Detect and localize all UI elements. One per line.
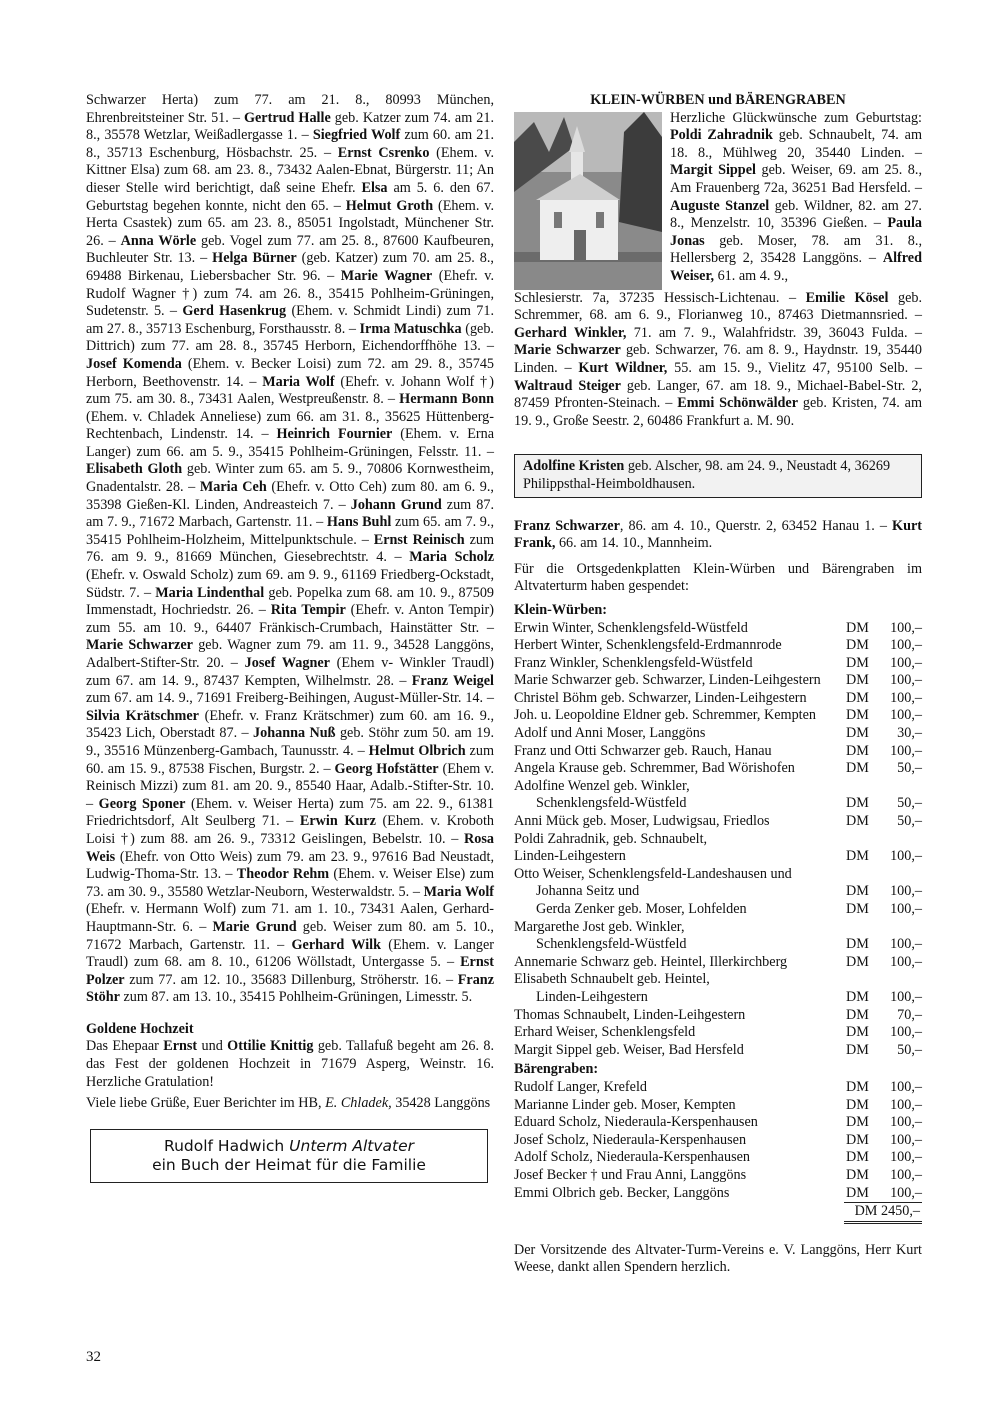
- text-run: (Ehem v. Reinisch Mizzi) zum 81. am 20. 9., 85540 Haar, Adalb.-Stifter-Str. 10. –: [86, 760, 494, 812]
- currency: DM: [846, 883, 869, 900]
- text-run: Herzliche Glückwünsche zum Geburtstag:: [670, 109, 922, 126]
- klein-wuerben-list: [514, 620, 922, 1060]
- text-run: 61. am 4. 9.,: [714, 267, 789, 284]
- currency: DM: [846, 1184, 869, 1201]
- donor-name: Linden-Leihgestern: [536, 988, 648, 1005]
- currency: DM: [846, 619, 869, 636]
- donor-name: Gerda Zenker geb. Moser, Lohfelden: [536, 901, 747, 917]
- person-name: Adolfine Kristen: [523, 458, 625, 475]
- birthday-list: [86, 92, 494, 1007]
- text-run: geb. Schwarzer, 76. am 8. 9., Haydnstr. 19, 35440 Linden. –: [514, 342, 922, 376]
- currency: DM: [846, 637, 869, 654]
- donation-amount: [846, 637, 922, 655]
- text-run: (Ehefr. v. Otto Ceh) zum 80. am 6. 9., 35398 Gießen-Kl. Linden, Andreasteich 7. –: [86, 479, 494, 513]
- text-run: (Ehefr. v. Johann Wolf †) zum 75. am 30. 8., 73431 Aalen, Westpreußenstr. 8. –: [86, 373, 494, 408]
- donor-row: [514, 743, 922, 761]
- donor-name: Linden-Leihgestern: [514, 848, 626, 865]
- text-run: zum 65. am 7. 9., 35415 Pohlheim-Holzheim, Mittelpunktschule. –: [86, 514, 494, 548]
- amount-value: 100,–: [890, 988, 922, 1005]
- donor-row: [514, 901, 922, 919]
- person-name: Marie Wagner: [340, 267, 433, 284]
- text-run: (Ehem. v. Schmidt Lindi) zum 71. am 27. 8., 35713 Eschenburg, Forsthausstr. 8. –: [86, 303, 494, 337]
- donor-row: [514, 1132, 922, 1150]
- advert-author: Rudolf Hadwich: [164, 1136, 290, 1155]
- amount-value: 100,–: [890, 1078, 922, 1095]
- highlight-box: [514, 454, 922, 497]
- donation-amount: [846, 1007, 922, 1025]
- amount-value: 100,–: [890, 1024, 922, 1041]
- currency: DM: [846, 1149, 869, 1166]
- text-run: (geb. Katzer) zum 70. am 25. 8., 69488 Birkenau, Liebersbacher Str. 96. –: [86, 250, 494, 284]
- person-name: Maria Scholz: [409, 549, 494, 566]
- currency: DM: [846, 1041, 869, 1058]
- text-run: (Ehem. v. Becker Loisi) zum 72. am 29. 8., 35745 Herborn, Beethovenstr. 14. –: [86, 355, 495, 390]
- amount-value: 30,–: [897, 725, 922, 742]
- birthday-list-october: [514, 518, 922, 553]
- person-name: Johanna Nuß: [253, 725, 336, 742]
- donor-name: Franz Winkler, Schenklengsfeld-Wüstfeld: [514, 654, 753, 671]
- donor-name: Anni Mück geb. Moser, Ludwigsau, Friedlos: [514, 813, 770, 830]
- donor-name: Josef Scholz, Niederaula-Kerspenhausen: [514, 1131, 747, 1148]
- donor-row: [514, 707, 922, 725]
- baerengraben-list: [514, 1079, 922, 1202]
- donor-row: [514, 655, 922, 673]
- person-name: Anna Wörle: [120, 232, 197, 249]
- amount-value: 100,–: [890, 1166, 922, 1183]
- person-name: Margit Sippel: [670, 162, 756, 179]
- donor-row: [514, 971, 922, 989]
- amount-value: 100,–: [890, 1131, 922, 1148]
- amount-value: 100,–: [890, 742, 922, 759]
- text-run: (Ehem. v. Chladek Anneliese) zum 66. am 31. 8., 35625 Hüttenberg-Rechtenbach, Lindenstr. 14. –: [86, 408, 494, 443]
- amount-value: 50,–: [897, 813, 922, 830]
- person-name: Helga Bürner: [212, 250, 297, 267]
- person-name: Hans Buhl: [326, 514, 392, 531]
- donor-row: [514, 690, 922, 708]
- baerengraben-heading: Bärengraben:: [514, 1061, 599, 1078]
- donation-amount: [846, 1097, 922, 1115]
- text-run: zum 76. am 9. 9., 81669 München, Giesebrechtstr. 4. –: [86, 531, 494, 566]
- currency: DM: [846, 1078, 869, 1095]
- donation-amount: [846, 1167, 922, 1185]
- person-name: Gerd Hasenkrug: [182, 303, 287, 320]
- donation-amount: [846, 831, 922, 849]
- donor-row: [514, 672, 922, 690]
- person-name: Gertrud Halle: [243, 109, 331, 126]
- text-run: (Ehefr. v. Franz Krätschmer) zum 60. am 16. 9., 35423 Lich, Oberstadt 87. –: [86, 707, 494, 742]
- person-name: Theodor Rehm: [236, 866, 330, 883]
- person-name: Maria Wolf: [423, 883, 494, 900]
- donor-name: Emmi Olbrich geb. Becker, Langgöns: [514, 1184, 730, 1201]
- donation-amount: [846, 883, 922, 901]
- donor-name: Schenklengsfeld-Wüstfeld: [536, 936, 687, 953]
- klein-wuerben-heading: Klein-Würben:: [514, 601, 608, 618]
- currency: DM: [846, 901, 869, 917]
- photo-caption-text: [670, 110, 922, 290]
- text-run: (Ehefr. v. Hermann Wolf) zum 71. am 1. 10., 73431 Aalen, Gerhard-Hauptmann-Str. 6. –: [86, 901, 494, 935]
- text-run: 35428 Langgöns: [391, 1095, 491, 1112]
- currency: DM: [846, 1024, 869, 1041]
- book-advert-box: [90, 1129, 488, 1183]
- person-name: Franz Stöhr: [86, 971, 494, 1006]
- donation-amount: [846, 760, 922, 778]
- amount-value: 100,–: [890, 901, 922, 917]
- donor-row: [514, 778, 922, 796]
- donor-row: [514, 813, 922, 831]
- donor-name: Margarethe Jost geb. Winkler,: [514, 918, 685, 935]
- donor-name: Annemarie Schwarz geb. Heintel, Illerkirchberg: [514, 953, 788, 970]
- amount-value: 100,–: [890, 1149, 922, 1166]
- text-run: (Ehem. v. Langer Traudl) zum 68. am 8. 10., 61206 Wöllstadt, Untergasse 5. –: [86, 936, 494, 971]
- person-name: Heinrich Fournier: [276, 426, 393, 443]
- donor-name: Adolf und Anni Moser, Langgöns: [514, 725, 706, 742]
- donation-amount: [846, 919, 922, 937]
- donor-name: Herbert Winter, Schenklengsfeld-Erdmannrode: [514, 637, 782, 654]
- donation-amount: [846, 620, 922, 638]
- person-name: Gerhard Winkler,: [514, 324, 627, 341]
- text-run: (Ehem. v. Weiser Herta) zum 75. am 22. 9., 61381 Friedrichtsdorf, Alt Seulberg 71. –: [86, 795, 494, 830]
- donor-row: [514, 795, 922, 813]
- person-name: Auguste Stanzel: [670, 197, 770, 214]
- text-run: Schlesierstr. 7a, 37235 Hessisch-Lichtenau. –: [514, 289, 806, 306]
- amount-value: 100,–: [890, 848, 922, 865]
- book-advert-line-2: ein Buch der Heimat für die Familie: [152, 1155, 426, 1174]
- donor-name: Adolfine Wenzel geb. Winkler,: [514, 777, 690, 794]
- donation-amount: [846, 1114, 922, 1132]
- person-name: Georg Sponer: [98, 795, 186, 812]
- right-column: [514, 92, 922, 1277]
- donor-row: [514, 1114, 922, 1132]
- donor-row: [514, 1079, 922, 1097]
- amount-value: 100,–: [890, 637, 922, 654]
- person-name: Josef Komenda: [86, 355, 182, 372]
- currency: DM: [846, 1131, 869, 1148]
- text-run: 66. am 14. 10., Mannheim.: [555, 535, 713, 552]
- donation-amount: [846, 1042, 922, 1060]
- amount-value: 100,–: [890, 689, 922, 706]
- donation-amount: [846, 707, 922, 725]
- text-run: am 5. 6. den 67. Geburtstag begehen konnte, nicht den 65. –: [86, 179, 494, 214]
- donor-name: Erwin Winter, Schenklengsfeld-Wüstfeld: [514, 619, 748, 636]
- donation-intro: Für die Ortsgedenkplatten Klein-Würben und Bärengraben im Altvaterturm haben gespendet:: [514, 560, 922, 595]
- donor-row: [514, 848, 922, 866]
- donor-row: [514, 1042, 922, 1060]
- text-run: geb. Alscher, 98. am 24. 9., Neustadt 4, 36269 Philippsthal-Heimboldhausen.: [523, 458, 891, 492]
- text-run: geb. Langer, 67. am 18. 9., Michael-Babel-Str. 2, 87459 Pfronten-Steinach. –: [514, 377, 922, 412]
- left-column: [86, 92, 494, 1183]
- text-run: geb. Vogel zum 77. am 25. 8., 87600 Kaufbeuren, Buchleuter Str. 13. –: [86, 232, 495, 267]
- person-name: Marie Schwarzer: [514, 342, 621, 359]
- text-run: geb. Wildner, 82. am 27. 8., Menzelstr. 10, 35396 Gießen. –: [670, 197, 922, 232]
- person-name: Elisabeth Gloth: [86, 461, 183, 478]
- text-run: geb. Wagner zum 79. am 11. 9., 34528 Langgöns, Adalbert-Stifter-Str. 20. –: [86, 637, 494, 671]
- person-name: Ernst Reinisch: [373, 531, 465, 548]
- donor-row: [514, 725, 922, 743]
- person-name: Rosa Weis: [86, 830, 494, 865]
- donor-name: Margit Sippel geb. Weiser, Bad Hersfeld: [514, 1041, 744, 1058]
- donor-name: Angela Krause geb. Schremmer, Bad Wörishofen: [514, 760, 795, 777]
- currency: DM: [846, 1114, 869, 1131]
- currency: DM: [846, 988, 869, 1005]
- donor-row: [514, 1167, 922, 1185]
- donation-amount: [846, 795, 922, 813]
- currency: DM: [846, 672, 869, 689]
- donor-row: [514, 1149, 922, 1167]
- text-run: und: [197, 1038, 228, 1055]
- amount-value: 50,–: [897, 760, 922, 777]
- donor-row: [514, 1097, 922, 1115]
- text-run: Schwarzer Herta) zum 77. am 21. 8., 80993 München, Ehrenbreitsteiner Str. 51. –: [86, 92, 494, 126]
- person-name: Marie Schwarzer: [86, 637, 193, 654]
- donor-name: Otto Weiser, Schenklengsfeld-Landeshausen und: [514, 865, 792, 882]
- donor-row: [514, 954, 922, 972]
- donation-amount: [846, 971, 922, 989]
- donor-name: Christel Böhm geb. Schwarzer, Linden-Leihgestern: [514, 689, 807, 706]
- text-run: geb. Weiser, 69. am 25. 8., Am Frauenberg 72a, 36251 Bad Hersfeld. –: [670, 162, 922, 196]
- currency: DM: [846, 848, 869, 865]
- text-run: (Ehefr. von Otto Weis) zum 79. am 23. 9., 97616 Bad Neustadt, Ludwig-Thoma-Str. 13. –: [86, 848, 494, 883]
- text-run: zum 60. am 15. 9., 87538 Fischen, Burgstr. 2. –: [86, 742, 494, 777]
- donation-amount: [846, 672, 922, 690]
- section-title: KLEIN-WÜRBEN und BÄRENGRABEN: [590, 92, 846, 108]
- amount-value: 100,–: [890, 707, 922, 724]
- person-name: Helmut Olbrich: [368, 742, 466, 759]
- amount-value: 100,–: [890, 1114, 922, 1131]
- donation-amount: [846, 954, 922, 972]
- donor-row: [514, 866, 922, 884]
- donor-name: Franz und Otti Schwarzer geb. Rauch, Hanau: [514, 742, 772, 759]
- amount-value: 100,–: [890, 654, 922, 671]
- amount-value: 100,–: [890, 619, 922, 636]
- highlight-box-text: [523, 458, 913, 493]
- currency: DM: [846, 760, 869, 777]
- donor-name: Erhard Weiser, Schenklengsfeld: [514, 1024, 696, 1041]
- currency: DM: [846, 936, 869, 953]
- text-run: geb. Schremmer, 68. am 6. 9., Florianweg 10., 87463 Dietmannsried. –: [514, 289, 923, 324]
- text-run: zum 67. am 14. 9., 71691 Freiberg-Beihingen, August-Müller-Str. 14. –: [86, 690, 494, 707]
- currency: DM: [846, 742, 869, 759]
- donor-name: Thomas Schnaubelt, Linden-Leihgestern: [514, 1006, 746, 1023]
- text-run: E. Chladek,: [325, 1095, 392, 1112]
- currency: DM: [846, 1096, 869, 1113]
- text-run: (Ehem. v. Kroboth Loisi †) zum 88. am 26. 9., 73312 Geislingen, Bebelstr. 10. –: [86, 813, 494, 847]
- person-name: Irma Matuschka: [359, 320, 462, 337]
- text-run: geb. Popelka zum 68. am 10. 9., 87509 Immenstadt, Hochriedstr. 26. –: [86, 584, 495, 619]
- person-name: Maria Lindenthal: [155, 584, 265, 601]
- donor-name: Joh. u. Leopoldine Eldner geb. Schremmer, Kempten: [514, 707, 817, 724]
- person-name: Poldi Zahradnik: [670, 127, 773, 144]
- text-run: geb. Kristen, 74. am 19. 9., Große Seestr. 2, 60486 Frankfurt a. M. 90.: [514, 395, 922, 429]
- donor-row: [514, 989, 922, 1007]
- amount-value: 100,–: [890, 883, 922, 900]
- donor-name: Johanna Seitz und: [536, 883, 640, 900]
- donor-name: Eduard Scholz, Niederaula-Kerspenhausen: [514, 1114, 758, 1131]
- donation-amount: [846, 813, 922, 831]
- amount-value: 100,–: [890, 1096, 922, 1113]
- donor-row: [514, 883, 922, 901]
- donation-amount: [846, 901, 922, 919]
- donor-name: Schenklengsfeld-Wüstfeld: [536, 795, 687, 812]
- greeting-text: [86, 1095, 494, 1113]
- donation-amount: [846, 725, 922, 743]
- currency: DM: [846, 795, 869, 812]
- donation-amount: [846, 743, 922, 761]
- text-run: geb. Winter zum 65. am 5. 9., 70806 Kornwestheim, Gnadentalstr. 28. –: [86, 461, 495, 496]
- person-name: Ernst: [163, 1038, 198, 1055]
- person-name: Alfred Weiser,: [670, 250, 922, 284]
- text-run: geb. Stöhr zum 50. am 19. 9., 35516 Münzenberg-Gambach, Taunusstr. 4. –: [86, 725, 494, 759]
- donor-row: [514, 760, 922, 778]
- amount-value: 50,–: [897, 1041, 922, 1058]
- donor-row: [514, 1024, 922, 1042]
- donor-row: [514, 919, 922, 937]
- currency: DM: [846, 654, 869, 671]
- donor-name: Poldi Zahradnik, geb. Schnaubelt,: [514, 830, 708, 847]
- person-name: Hermann Bonn: [399, 391, 494, 408]
- amount-value: 100,–: [890, 953, 922, 970]
- text-run: 55. am 15. 9., Vielitz 47, 95100 Selb. –: [667, 359, 923, 376]
- person-name: Georg Hofstätter: [334, 760, 439, 777]
- person-name: Marie Grund: [212, 918, 297, 935]
- person-name: Gerhard Wilk: [291, 936, 382, 953]
- currency: DM: [846, 1006, 869, 1023]
- donation-amount: [846, 655, 922, 673]
- donation-amount: [846, 1079, 922, 1097]
- donation-amount: [846, 866, 922, 884]
- text-run: geb. Katzer zum 74. am 21. 8., 35578 Wetzlar, Weißadlergasse 1. –: [86, 109, 494, 144]
- person-name: Waltraud Steiger: [514, 377, 621, 394]
- currency: DM: [846, 689, 869, 706]
- donor-row: [514, 936, 922, 954]
- text-run: zum 87. am 13. 10., 35415 Pohlheim-Grüningen, Limesstr. 5.: [119, 989, 473, 1006]
- person-name: Kurt Wildner,: [578, 359, 668, 376]
- donor-name: Rudolf Langer, Krefeld: [514, 1078, 647, 1095]
- person-name: Franz Schwarzer: [514, 517, 620, 534]
- person-name: Maria Wolf: [262, 373, 335, 390]
- text-run: 71. am 7. 9., Walahfridstr. 39, 36043 Fulda. –: [626, 324, 922, 341]
- donor-row: [514, 1185, 922, 1203]
- person-name: Elsa: [361, 179, 388, 196]
- person-name: Paula Jonas: [670, 215, 922, 249]
- text-run: , 86. am 4. 10., Querstr. 2, 63452 Hanau 1. –: [619, 517, 893, 534]
- person-name: Erwin Kurz: [299, 813, 376, 830]
- donor-name: Elisabeth Schnaubelt geb. Heintel,: [514, 971, 710, 988]
- birthday-list-continued: [514, 290, 922, 431]
- text-run: (Ehem. v. Herta Csastek) zum 65. am 23. 8., 85051 Ingolstadt, Münchener Str. 26. –: [86, 197, 495, 249]
- donation-amount: [846, 936, 922, 954]
- text-run: (Ehem. v. Erna Langer) zum 66. am 5. 9., 35415 Pohlheim-Grüningen, Felsstr. 11. –: [86, 426, 494, 460]
- donor-row: [514, 620, 922, 638]
- amount-value: 100,–: [890, 1184, 922, 1201]
- amount-value: 100,–: [890, 672, 922, 689]
- text-run: zum 77. am 12. 10., 35683 Dillenburg, Ströherstr. 16. –: [124, 971, 458, 988]
- person-name: Ottilie Knittig: [227, 1038, 314, 1055]
- text-run: (geb. Dittrich) zum 77. am 28. 8., 35745 Herborn, Eichendorffhöhe 13. –: [86, 320, 494, 355]
- person-name: Emilie Kösel: [805, 289, 889, 306]
- donation-amount: [846, 690, 922, 708]
- text-run: geb. Tallafuß begeht am 26. 8. das Fest der goldenen Hochzeit in 71679 Asperg, Weinstr. 16. Herzliche Gratulation!: [86, 1038, 494, 1090]
- donation-amount: [846, 1024, 922, 1042]
- person-name: Silvia Krätschmer: [86, 707, 199, 724]
- donation-amount: [846, 848, 922, 866]
- person-name: Siegfried Wolf: [312, 127, 401, 144]
- person-name: Johann Grund: [350, 496, 442, 513]
- currency: DM: [846, 725, 869, 742]
- donor-name: Marianne Linder geb. Moser, Kempten: [514, 1096, 736, 1113]
- book-advert-line-1: [101, 1137, 477, 1156]
- text-run: zum 87. am 7. 9., 71672 Marbach, Gartenstr. 11. –: [86, 496, 494, 531]
- person-name: Ernst Polzer: [86, 954, 494, 988]
- donation-amount: [846, 1185, 922, 1203]
- golden-wedding-text: [86, 1038, 494, 1091]
- text-run: geb. Weiser zum 80. am 5. 10., 71672 Marbach, Gartenstr. 11. –: [86, 918, 494, 953]
- donor-name: Josef Becker † und Frau Anni, Langgöns: [514, 1166, 747, 1183]
- person-name: Emmi Schönwälder: [677, 395, 798, 412]
- donation-amount: [846, 1149, 922, 1167]
- amount-value: 70,–: [897, 1006, 922, 1023]
- text-run: zum 60. am 21. 8., 35713 Eschenburg, Hösbachstr. 25. –: [86, 127, 494, 161]
- text-run: (Ehem. v. Weiser Else) zum 73. am 30. 9., 35580 Wetzlar-Neuborn, Westerwaldstr. 5. –: [86, 866, 494, 900]
- person-name: Rita Tempir: [270, 602, 346, 619]
- currency: DM: [846, 707, 869, 724]
- donor-name: Marie Schwarzer geb. Schwarzer, Linden-Leihgestern: [514, 672, 821, 689]
- text-run: Das Ehepaar: [86, 1038, 164, 1055]
- advert-title: Unterm Altvater: [289, 1136, 414, 1155]
- text-run: (Ehem. v. Kittner Elsa) zum 68. am 23. 8., 73432 Aalen-Ebnat, Bürgerstr. 11; An dieser Stelle wird berichtigt, daß seine Ehefr.: [86, 144, 494, 196]
- text-run: (Ehefr. v. Anton Tempir) zum 55. am 10. 9., 64407 Fränkisch-Crumbach, Hainstätter Str. –: [86, 602, 494, 636]
- text-run: (Ehem v- Winkler Traudl) zum 67. am 14. 9., 87437 Kempten, Wilhelmstr. 28. –: [86, 655, 494, 689]
- person-name: Kurt Frank,: [514, 517, 922, 552]
- golden-wedding-heading: Goldene Hochzeit: [86, 1020, 194, 1037]
- currency: DM: [846, 1166, 869, 1183]
- text-run: (Ehefr. v. Rudolf Wagner †) zum 74. am 26. 8., 35415 Pohlheim-Grüningen, Sudetenstr. 5. –: [86, 267, 494, 320]
- donation-amount: [846, 778, 922, 796]
- amount-value: 50,–: [897, 795, 922, 812]
- donor-row: [514, 637, 922, 655]
- text-run: geb. Schnaubelt, 74. am 18. 8., Mühlweg 20, 35440 Linden. –: [670, 127, 922, 161]
- photo-section: [514, 110, 922, 290]
- closing-text: Der Vorsitzende des Altvater-Turm-Vereins e. V. Langgöns, Herr Kurt Weese, dankt allen Spendern herzlich.: [514, 1241, 922, 1276]
- donor-row: [514, 1007, 922, 1025]
- person-name: Franz Weigel: [411, 672, 494, 689]
- page-number: 32: [86, 1349, 101, 1365]
- text-run: geb. Moser, 78. am 31. 8., Hellersberg 2, 35428 Langgöns. –: [670, 232, 922, 267]
- donor-row: [514, 831, 922, 849]
- donation-amount: [846, 989, 922, 1007]
- chapel-photo: [514, 112, 662, 290]
- person-name: Maria Ceh: [199, 479, 267, 496]
- amount-value: 100,–: [890, 936, 922, 953]
- donor-name: Adolf Scholz, Niederaula-Kerspenhausen: [514, 1149, 750, 1166]
- donation-total: [514, 1202, 922, 1224]
- person-name: Ernst Csrenko: [337, 144, 430, 161]
- text-run: Viele liebe Grüße, Euer Berichter im HB,: [86, 1095, 326, 1112]
- currency: DM: [846, 813, 869, 830]
- donation-total-value: DM 2450,–: [844, 1202, 922, 1224]
- currency: DM: [846, 953, 869, 970]
- person-name: Helmut Groth: [345, 197, 434, 214]
- person-name: Josef Wagner: [244, 655, 330, 671]
- text-run: (Ehefr. v. Oswald Scholz) zum 69. am 9. 9., 61169 Friedberg-Ockstadt, Südstr. 7. –: [86, 567, 494, 601]
- donation-amount: [846, 1132, 922, 1150]
